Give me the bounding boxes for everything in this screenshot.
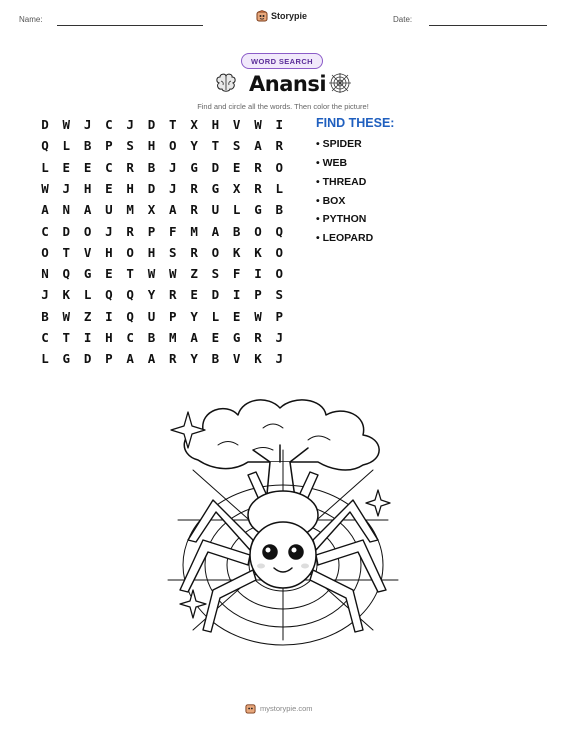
grid-letter[interactable]: W: [169, 266, 177, 282]
name-line[interactable]: [57, 25, 203, 26]
brand-name: Storypie: [271, 11, 308, 21]
grid-letter[interactable]: V: [232, 117, 241, 132]
grid-letter[interactable]: P: [105, 138, 113, 154]
grid-letter[interactable]: U: [211, 202, 220, 218]
grid-letter[interactable]: B: [83, 138, 92, 154]
grid-letter[interactable]: R: [126, 159, 134, 175]
grid-letter[interactable]: R: [254, 330, 262, 345]
grid-letter[interactable]: O: [275, 266, 284, 282]
grid-letter[interactable]: K: [254, 244, 262, 260]
grid-letter[interactable]: P: [105, 351, 113, 367]
grid-letter[interactable]: O: [211, 244, 220, 260]
brain-icon: [215, 73, 237, 93]
grid-letter[interactable]: G: [83, 266, 92, 282]
grid-letter[interactable]: E: [105, 180, 113, 196]
grid-letter[interactable]: I: [83, 330, 92, 345]
grid-letter[interactable]: O: [83, 223, 92, 239]
grid-letter[interactable]: D: [147, 117, 156, 132]
grid-letter[interactable]: I: [254, 266, 262, 282]
grid-letter[interactable]: H: [105, 330, 113, 345]
grid-letter[interactable]: W: [254, 308, 262, 324]
grid-letter[interactable]: M: [169, 330, 177, 345]
grid-letter[interactable]: J: [126, 117, 134, 132]
grid-letter[interactable]: V: [83, 244, 92, 260]
grid-letter[interactable]: K: [232, 244, 241, 260]
grid-letter[interactable]: X: [232, 180, 241, 196]
grid-letter[interactable]: O: [126, 244, 134, 260]
spiderweb-icon: [328, 72, 352, 94]
grid-letter[interactable]: C: [41, 330, 49, 345]
grid-letter[interactable]: E: [105, 266, 113, 282]
grid-letter[interactable]: C: [105, 159, 113, 175]
grid-letter[interactable]: I: [105, 308, 113, 324]
word-item: • LEOPARD: [316, 232, 374, 244]
name-label: Name:: [19, 15, 43, 24]
grid-letter[interactable]: O: [275, 244, 284, 260]
footer: [245, 703, 313, 714]
grid-letter[interactable]: J: [169, 159, 177, 175]
grid-letter[interactable]: J: [105, 223, 113, 239]
grid-letter[interactable]: H: [105, 244, 113, 260]
date-line[interactable]: [429, 25, 547, 26]
grid-letter[interactable]: A: [211, 223, 220, 239]
grid-letter[interactable]: M: [190, 223, 198, 239]
grid-letter[interactable]: B: [41, 308, 49, 324]
word-item: • BOX: [316, 195, 346, 207]
grid-letter[interactable]: A: [41, 202, 49, 218]
grid-letter[interactable]: H: [211, 117, 220, 132]
grid-letter[interactable]: U: [147, 308, 156, 324]
grid-letter[interactable]: P: [147, 223, 156, 239]
grid-letter[interactable]: B: [147, 330, 156, 345]
grid-letter[interactable]: H: [126, 180, 134, 196]
grid-letter[interactable]: Q: [126, 308, 134, 324]
word-item: • THREAD: [316, 176, 367, 188]
grid-letter[interactable]: G: [254, 202, 262, 218]
spider-web-illustration: [158, 390, 408, 648]
grid-letter[interactable]: C: [105, 117, 113, 132]
grid-letter[interactable]: T: [62, 244, 71, 260]
brand: [256, 10, 307, 22]
grid-letter[interactable]: O: [275, 159, 284, 175]
grid-letter[interactable]: R: [126, 223, 134, 239]
grid-letter[interactable]: B: [147, 159, 156, 175]
grid-letter[interactable]: Q: [126, 287, 134, 303]
grid-letter[interactable]: G: [232, 330, 241, 345]
grid-letter[interactable]: Q: [62, 266, 71, 282]
grid-letter[interactable]: Y: [190, 308, 198, 324]
grid-letter[interactable]: Y: [147, 287, 156, 303]
instructions: Find and circle all the words. Then color the picture!: [197, 102, 369, 111]
grid-letter[interactable]: D: [211, 159, 220, 175]
grid-letter[interactable]: B: [211, 351, 220, 367]
grid-letter[interactable]: T: [62, 330, 71, 345]
grid-letter[interactable]: Z: [83, 308, 92, 324]
grid-letter[interactable]: J: [275, 330, 284, 345]
grid-letter[interactable]: Z: [190, 266, 198, 282]
storypie-logo-icon: [256, 10, 268, 22]
grid-letter[interactable]: D: [211, 287, 220, 303]
grid-letter[interactable]: N: [41, 266, 49, 282]
grid-letter[interactable]: R: [254, 180, 262, 196]
grid-letter[interactable]: A: [254, 138, 262, 154]
grid-letter[interactable]: J: [169, 180, 177, 196]
grid-letter[interactable]: E: [211, 330, 220, 345]
grid-letter[interactable]: I: [275, 117, 284, 132]
grid-letter[interactable]: T: [211, 138, 220, 154]
grid-letter[interactable]: O: [169, 138, 177, 154]
grid-letter[interactable]: C: [41, 223, 49, 239]
grid-letter[interactable]: S: [169, 244, 177, 260]
grid-letter[interactable]: L: [83, 287, 92, 303]
page-title: Anansi: [249, 72, 327, 96]
grid-letter[interactable]: J: [83, 117, 92, 132]
date-label: Date:: [393, 15, 413, 24]
grid-letter[interactable]: Q: [275, 223, 284, 239]
grid-letter[interactable]: E: [232, 159, 241, 175]
grid-letter[interactable]: F: [169, 223, 177, 239]
grid-letter[interactable]: U: [105, 202, 113, 218]
grid-letter[interactable]: G: [62, 351, 71, 367]
grid-letter[interactable]: A: [169, 202, 177, 218]
grid-letter[interactable]: J: [275, 351, 284, 367]
grid-letter[interactable]: B: [232, 223, 241, 239]
grid-letter[interactable]: K: [62, 287, 71, 303]
grid-letter[interactable]: J: [41, 287, 49, 303]
grid-letter[interactable]: L: [232, 202, 241, 218]
grid-letter[interactable]: C: [126, 330, 134, 345]
grid-letter[interactable]: S: [232, 138, 241, 154]
grid-letter[interactable]: H: [83, 180, 92, 196]
grid-letter[interactable]: R: [169, 351, 177, 367]
word-item: • SPIDER: [316, 138, 362, 150]
grid-letter[interactable]: J: [62, 180, 71, 196]
grid-letter[interactable]: A: [83, 202, 92, 218]
grid-letter[interactable]: E: [62, 159, 71, 175]
grid-letter[interactable]: T: [126, 266, 134, 282]
grid-letter[interactable]: D: [62, 223, 71, 239]
grid-letter[interactable]: I: [232, 287, 241, 303]
grid-letter[interactable]: E: [232, 308, 241, 324]
grid-letter[interactable]: G: [190, 159, 198, 175]
grid-letter[interactable]: H: [147, 244, 156, 260]
grid-letter[interactable]: N: [62, 202, 71, 218]
grid-letter[interactable]: P: [254, 287, 262, 303]
grid-letter[interactable]: S: [211, 266, 220, 282]
grid-letter[interactable]: B: [275, 202, 284, 218]
grid-letter[interactable]: A: [190, 330, 198, 345]
grid-letter[interactable]: D: [147, 180, 156, 196]
storypie-logo-icon: [245, 703, 256, 714]
grid-letter[interactable]: W: [147, 266, 156, 282]
grid-letter[interactable]: L: [62, 138, 71, 154]
grid-letter[interactable]: X: [190, 117, 198, 132]
grid-letter[interactable]: G: [211, 180, 220, 196]
grid-letter[interactable]: W: [254, 117, 262, 132]
word-item: • WEB: [316, 157, 348, 169]
grid-letter[interactable]: X: [147, 202, 156, 218]
grid-letter[interactable]: L: [211, 308, 220, 324]
grid-letter[interactable]: E: [83, 159, 92, 175]
grid-letter[interactable]: R: [275, 138, 284, 154]
footer-url[interactable]: mystorypie.com: [260, 704, 313, 713]
grid-letter[interactable]: Q: [105, 287, 113, 303]
grid-letter[interactable]: D: [41, 117, 49, 132]
grid-letter[interactable]: S: [126, 138, 134, 154]
grid-letter[interactable]: R: [169, 287, 177, 303]
word-search-badge: WORD SEARCH: [241, 53, 323, 69]
grid-letter[interactable]: H: [147, 138, 156, 154]
grid-letter[interactable]: O: [254, 223, 262, 239]
grid-letter[interactable]: Q: [41, 138, 49, 154]
grid-letter[interactable]: A: [147, 351, 156, 367]
grid-letter[interactable]: P: [275, 308, 284, 324]
grid-letter[interactable]: E: [190, 287, 198, 303]
grid-letter[interactable]: W: [62, 308, 71, 324]
grid-letter[interactable]: L: [275, 180, 284, 196]
grid-letter[interactable]: R: [254, 159, 262, 175]
grid-letter[interactable]: R: [190, 180, 198, 196]
grid-letter[interactable]: W: [62, 117, 71, 132]
grid-letter[interactable]: M: [126, 202, 134, 218]
grid-letter[interactable]: S: [275, 287, 284, 303]
grid-letter[interactable]: Y: [190, 351, 198, 367]
grid-letter[interactable]: L: [41, 159, 49, 175]
grid-letter[interactable]: R: [190, 202, 198, 218]
grid-letter[interactable]: P: [169, 308, 177, 324]
grid-letter[interactable]: A: [126, 351, 134, 367]
grid-letter[interactable]: D: [83, 351, 92, 367]
grid-letter[interactable]: F: [232, 266, 241, 282]
grid-letter[interactable]: T: [169, 117, 177, 132]
grid-letter[interactable]: O: [41, 244, 49, 260]
grid-letter[interactable]: Y: [190, 138, 198, 154]
grid-letter[interactable]: L: [41, 351, 49, 367]
grid-letter[interactable]: V: [232, 351, 241, 367]
find-title: FIND THESE:: [316, 116, 395, 130]
grid-letter[interactable]: K: [254, 351, 262, 367]
word-item: • PYTHON: [316, 213, 367, 225]
grid-letter[interactable]: W: [41, 180, 49, 196]
grid-letter[interactable]: R: [190, 244, 198, 260]
